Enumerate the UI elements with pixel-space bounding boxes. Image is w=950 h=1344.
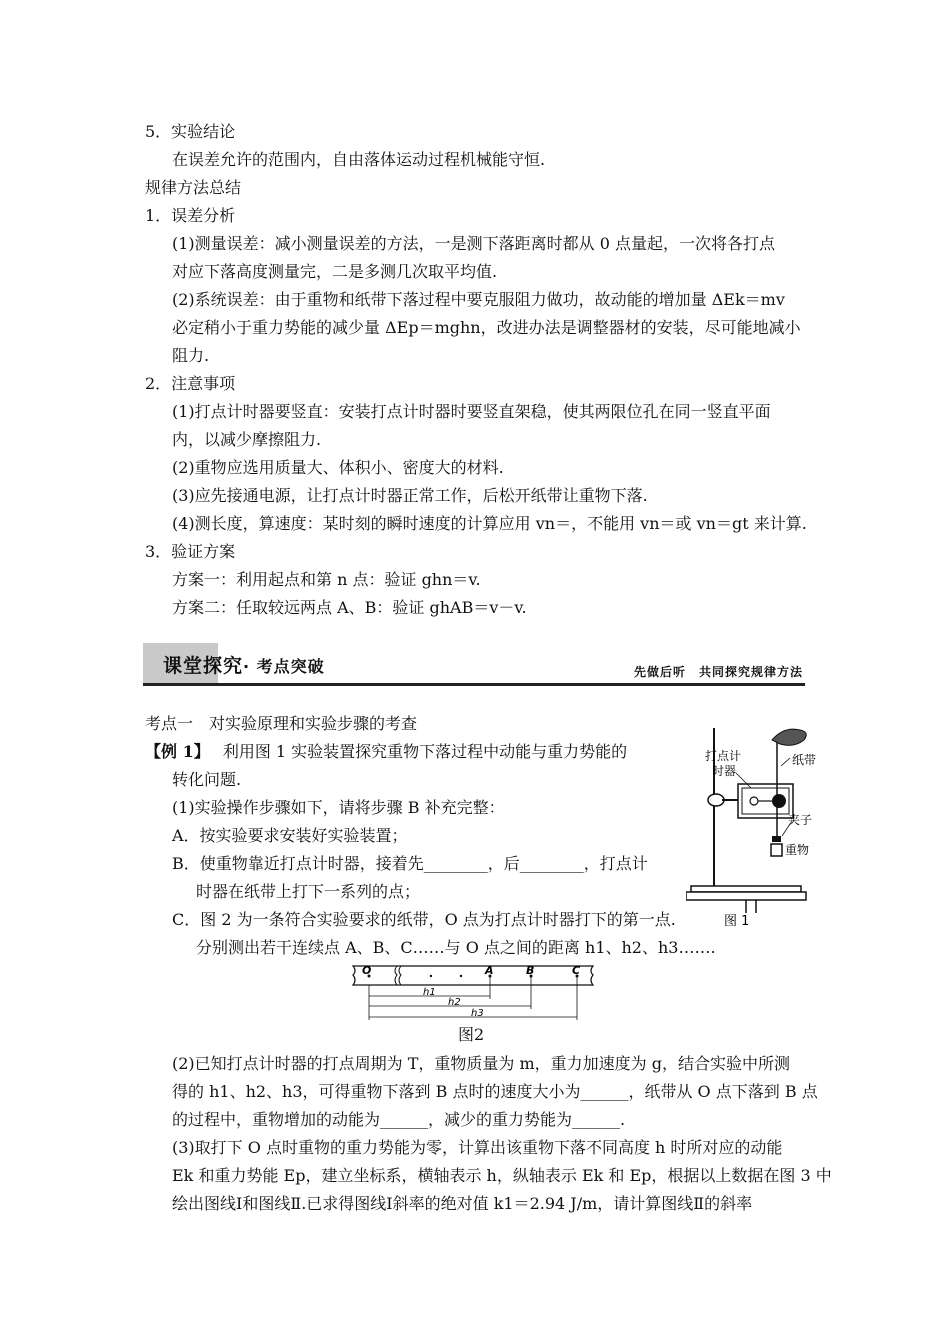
tape-strip — [353, 966, 593, 985]
banner-title-main: 课堂探究 — [163, 655, 244, 677]
step-b-line1: B．使重物靠近打点计时器，接着先________，后________，打点计 — [172, 854, 648, 873]
step-a: A．按实验要求安装好实验装置； — [172, 826, 408, 845]
label-o: O — [362, 964, 372, 977]
label-weight: 重物 — [785, 843, 810, 857]
plan2: 方案二：任取较远两点 A、B：验证 ghAB＝v－v. — [172, 598, 527, 617]
label-b: B — [526, 964, 535, 977]
label-h2: h2 — [448, 997, 461, 1008]
label-a: A — [485, 964, 494, 977]
label-clip: 夹子 — [788, 813, 813, 827]
step-c-line1: C．图 2 为一条符合实验要求的纸带，O 点为打点计时器打下的第一点. — [172, 910, 676, 929]
timer-disc — [772, 794, 786, 808]
step-c-line2: 分别测出若干连续点 A、B、C……与 O 点之间的距离 h1、h2、h3……. — [196, 938, 716, 957]
error-p2-line3: 阻力. — [172, 346, 210, 365]
banner-title — [163, 651, 325, 678]
figure1-caption: 图 1 — [724, 914, 750, 929]
question2-line1: (2)已知打点计时器的打点周期为 T，重物质量为 m，重力加速度为 g，结合实验中所测 — [172, 1054, 791, 1073]
note4: (4)测长度，算速度：某时刻的瞬时速度的计算应用 vn＝，不能用 vn＝或 vn＝gt 来计算. — [172, 514, 807, 533]
question3-line2: Ek 和重力势能 Ep，建立坐标系，横轴表示 h，纵轴表示 Ek 和 Ep，根据以上数据在图 3 中 — [172, 1166, 832, 1185]
figure2-tape — [345, 963, 600, 1023]
weight — [771, 844, 782, 856]
error-p2-line2: 必定稍小于重力势能的减少量 ΔEp＝mghn，改进办法是调整器材的安装，尽可能地减小 — [172, 318, 801, 337]
label-h1: h1 — [423, 987, 436, 998]
question2-line2: 得的 h1、h2、h3，可得重物下落到 B 点时的速度大小为______，纸带从 O 点下落到 B 点 — [172, 1082, 818, 1101]
label-c: C — [572, 964, 581, 977]
question3-line1: (3)取打下 O 点时重物的重力势能为零，计算出该重物下落不同高度 h 时所对应的动能 — [172, 1138, 783, 1157]
question2-line3: 的过程中，重物增加的动能为______，减少的重力势能为______. — [172, 1110, 626, 1129]
section5-text: 在误差允许的范围内，自由落体运动过程机械能守恒. — [172, 150, 546, 169]
error-p2-line1: (2)系统误差：由于重物和纸带下落过程中要克服阻力做功，故动能的增加量 ΔEk＝mv — [172, 290, 785, 309]
question3-line3: 绘出图线Ⅰ和图线Ⅱ.已求得图线Ⅰ斜率的绝对值 k1＝2.94 J/m，请计算图线Ⅱ的斜率 — [172, 1194, 753, 1213]
hand-icon — [772, 729, 806, 745]
plans-heading: 3．验证方案 — [145, 542, 236, 561]
error-p1-line2: 对应下落高度测量完，二是多测几次取平均值. — [172, 262, 498, 281]
step-b-line2: 时器在纸带上打下一系列的点； — [196, 882, 421, 901]
figure1-apparatus — [686, 718, 821, 933]
question1: (1)实验操作步骤如下，请将步骤 B 补充完整： — [172, 798, 505, 817]
notes-heading: 2．注意事项 — [145, 374, 236, 393]
note2: (2)重物应选用质量大、体积小、密度大的材料. — [172, 458, 504, 477]
stand-base-top — [691, 886, 801, 892]
clamp-knob — [708, 794, 724, 806]
banner-rule — [143, 683, 805, 686]
kaodian-heading: 考点一 对实验原理和实验步骤的考查 — [145, 714, 418, 733]
banner-right-text: 先做后听 共同探究规律方法 — [633, 665, 803, 679]
note1-line2: 内，以减少摩擦阻力. — [172, 430, 322, 449]
stand-base-bottom — [686, 892, 806, 900]
section-banner — [143, 643, 805, 689]
label-tape: 纸带 — [792, 753, 817, 767]
example-line1-text: 利用图 1 实验装置探究重物下落过程中动能与重力势能的 — [222, 742, 628, 761]
banner-title-sub: · 考点突破 — [243, 657, 325, 676]
label-timer-2: 时器 — [712, 764, 737, 778]
figure2-caption: 图2 — [458, 1025, 485, 1044]
note3: (3)应先接通电源，让打点计时器正常工作，后松开纸带让重物下落. — [172, 486, 648, 505]
label-h3: h3 — [471, 1008, 484, 1019]
label-timer-1: 打点计 — [705, 749, 742, 763]
section5-heading: 5．实验结论 — [145, 122, 236, 141]
clip — [772, 836, 781, 842]
note1-line1: (1)打点计时器要竖直：安装打点计时器时要竖直架稳，使其两限位孔在同一竖直平面 — [172, 402, 771, 421]
example-line2: 转化问题. — [172, 770, 242, 789]
summary-heading: 规律方法总结 — [145, 178, 242, 197]
plan1: 方案一：利用起点和第 n 点：验证 ghn＝v. — [172, 570, 481, 589]
error-p1-line1: (1)测量误差：减小测量误差的方法，一是测下落距离时都从 0 点量起，一次将各打点 — [172, 234, 776, 253]
error-analysis-heading: 1．误差分析 — [145, 206, 236, 225]
example-tag: 【例 1】 — [145, 742, 210, 761]
example-line1 — [145, 741, 627, 763]
